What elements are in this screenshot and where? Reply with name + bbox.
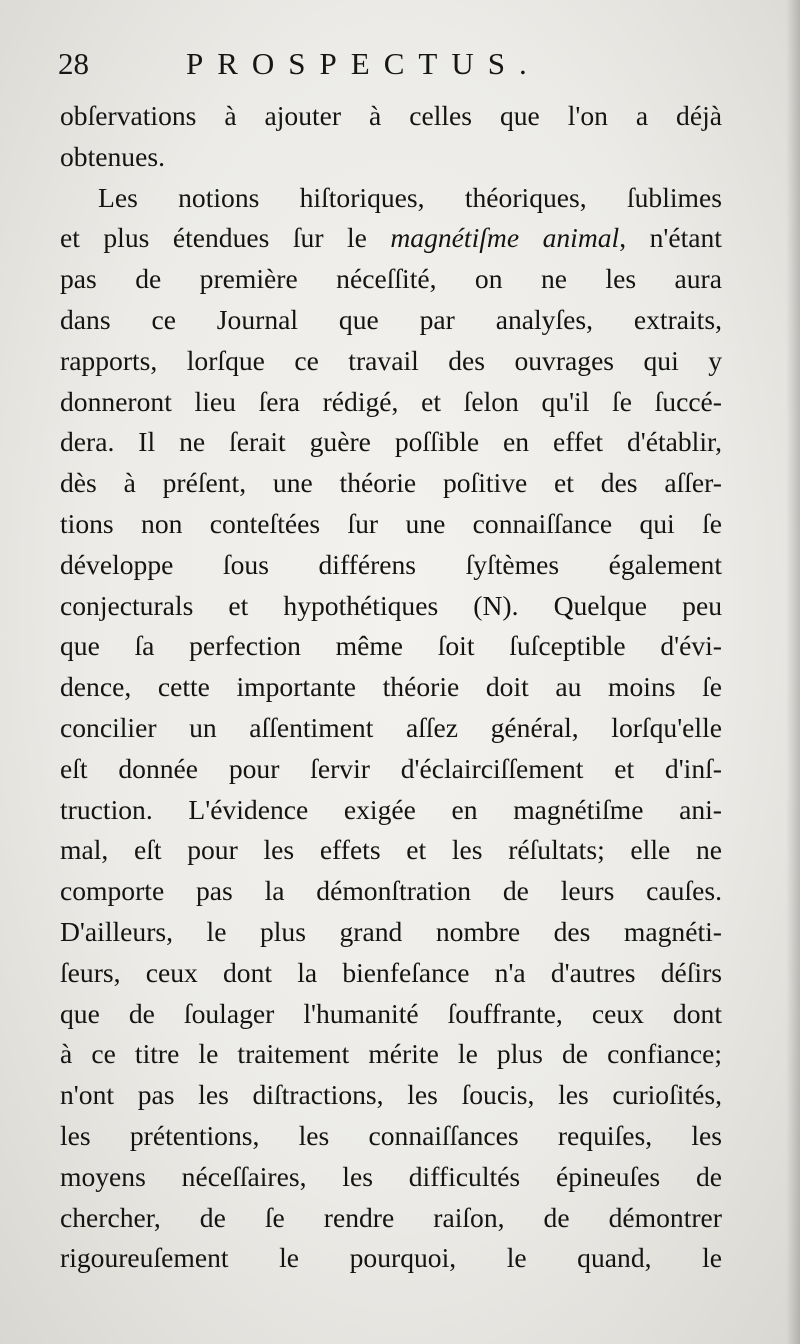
text-line-with-italic [60, 218, 722, 259]
text-line: dès à préſent, une théorie poſitive et des aſſer- [60, 467, 722, 499]
text-line: moyens néceſſaires, les difficultés épineuſes de [60, 1160, 722, 1192]
text-line: que de ſoulager l'humanité ſouffrante, ceux dont [60, 997, 722, 1029]
text-line: D'ailleurs, le plus grand nombre des magnéti- [60, 915, 722, 947]
text-line: dence, cette importante théorie doit au moins ſe [60, 671, 722, 703]
text-segment: et plus étendues ſur le [60, 222, 391, 254]
text-line: pas de première néceſſité, on ne les aura [60, 263, 722, 295]
text-line: mal, eſt pour les effets et les réſultats; elle ne [60, 834, 722, 866]
text-line: n'ont pas les diſtractions, les ſoucis, les curioſités, [60, 1079, 722, 1111]
text-line: rigoureuſement le pourquoi, le quand, le [60, 1242, 722, 1274]
text-line: développe ſous différens ſyſtèmes également [60, 548, 722, 580]
text-line: chercher, de ſe rendre raiſon, de démontrer [60, 1201, 722, 1233]
running-head: PROSPECTUS. [186, 46, 541, 81]
page-header [58, 44, 758, 88]
text-line: rapports, lorſque ce travail des ouvrages qui y [60, 344, 722, 376]
text-line: ſeurs, ceux dont la bienfeſance n'a d'autres déſirs [60, 956, 722, 988]
page-gutter-shadow [786, 0, 800, 1344]
text-line: Les notions hiſtoriques, théoriques, ſublimes [98, 181, 722, 213]
text-line: à ce titre le traitement mérite le plus de confiance; [60, 1038, 722, 1070]
text-line: obſervations à ajouter à celles que l'on a déjà [60, 100, 722, 131]
text-line: obtenues. [60, 140, 165, 172]
text-line: truction. L'évidence exigée en magnétiſme ani- [60, 793, 722, 825]
text-line: conjecturals et hypothétiques (N). Quelque peu [60, 589, 722, 621]
text-line: donneront lieu ſera rédigé, et ſelon qu'il ſe ſuccé- [60, 385, 722, 417]
text-line: comporte pas la démonſtration de leurs cauſes. [60, 875, 722, 907]
body-text [60, 96, 722, 1279]
text-line: que ſa perfection même ſoit ſuſceptible d'évi- [60, 630, 722, 662]
italic-phrase: magnétiſme animal [390, 222, 620, 254]
text-line: eſt donnée pour ſervir d'éclairciſſement et d'inſ- [60, 752, 722, 784]
text-line: tions non conteſtées ſur une connaiſſance qui ſe [60, 507, 722, 539]
page-number: 28 [58, 46, 89, 81]
text-line: dera. Il ne ſerait guère poſſible en effet d'établir, [60, 426, 722, 458]
text-line: les prétentions, les connaiſſances requiſes, les [60, 1119, 722, 1151]
text-line: concilier un aſſentiment aſſez général, lorſqu'elle [60, 711, 722, 743]
text-line: dans ce Journal que par analyſes, extraits, [60, 303, 722, 335]
text-segment: , n'étant [619, 222, 722, 254]
